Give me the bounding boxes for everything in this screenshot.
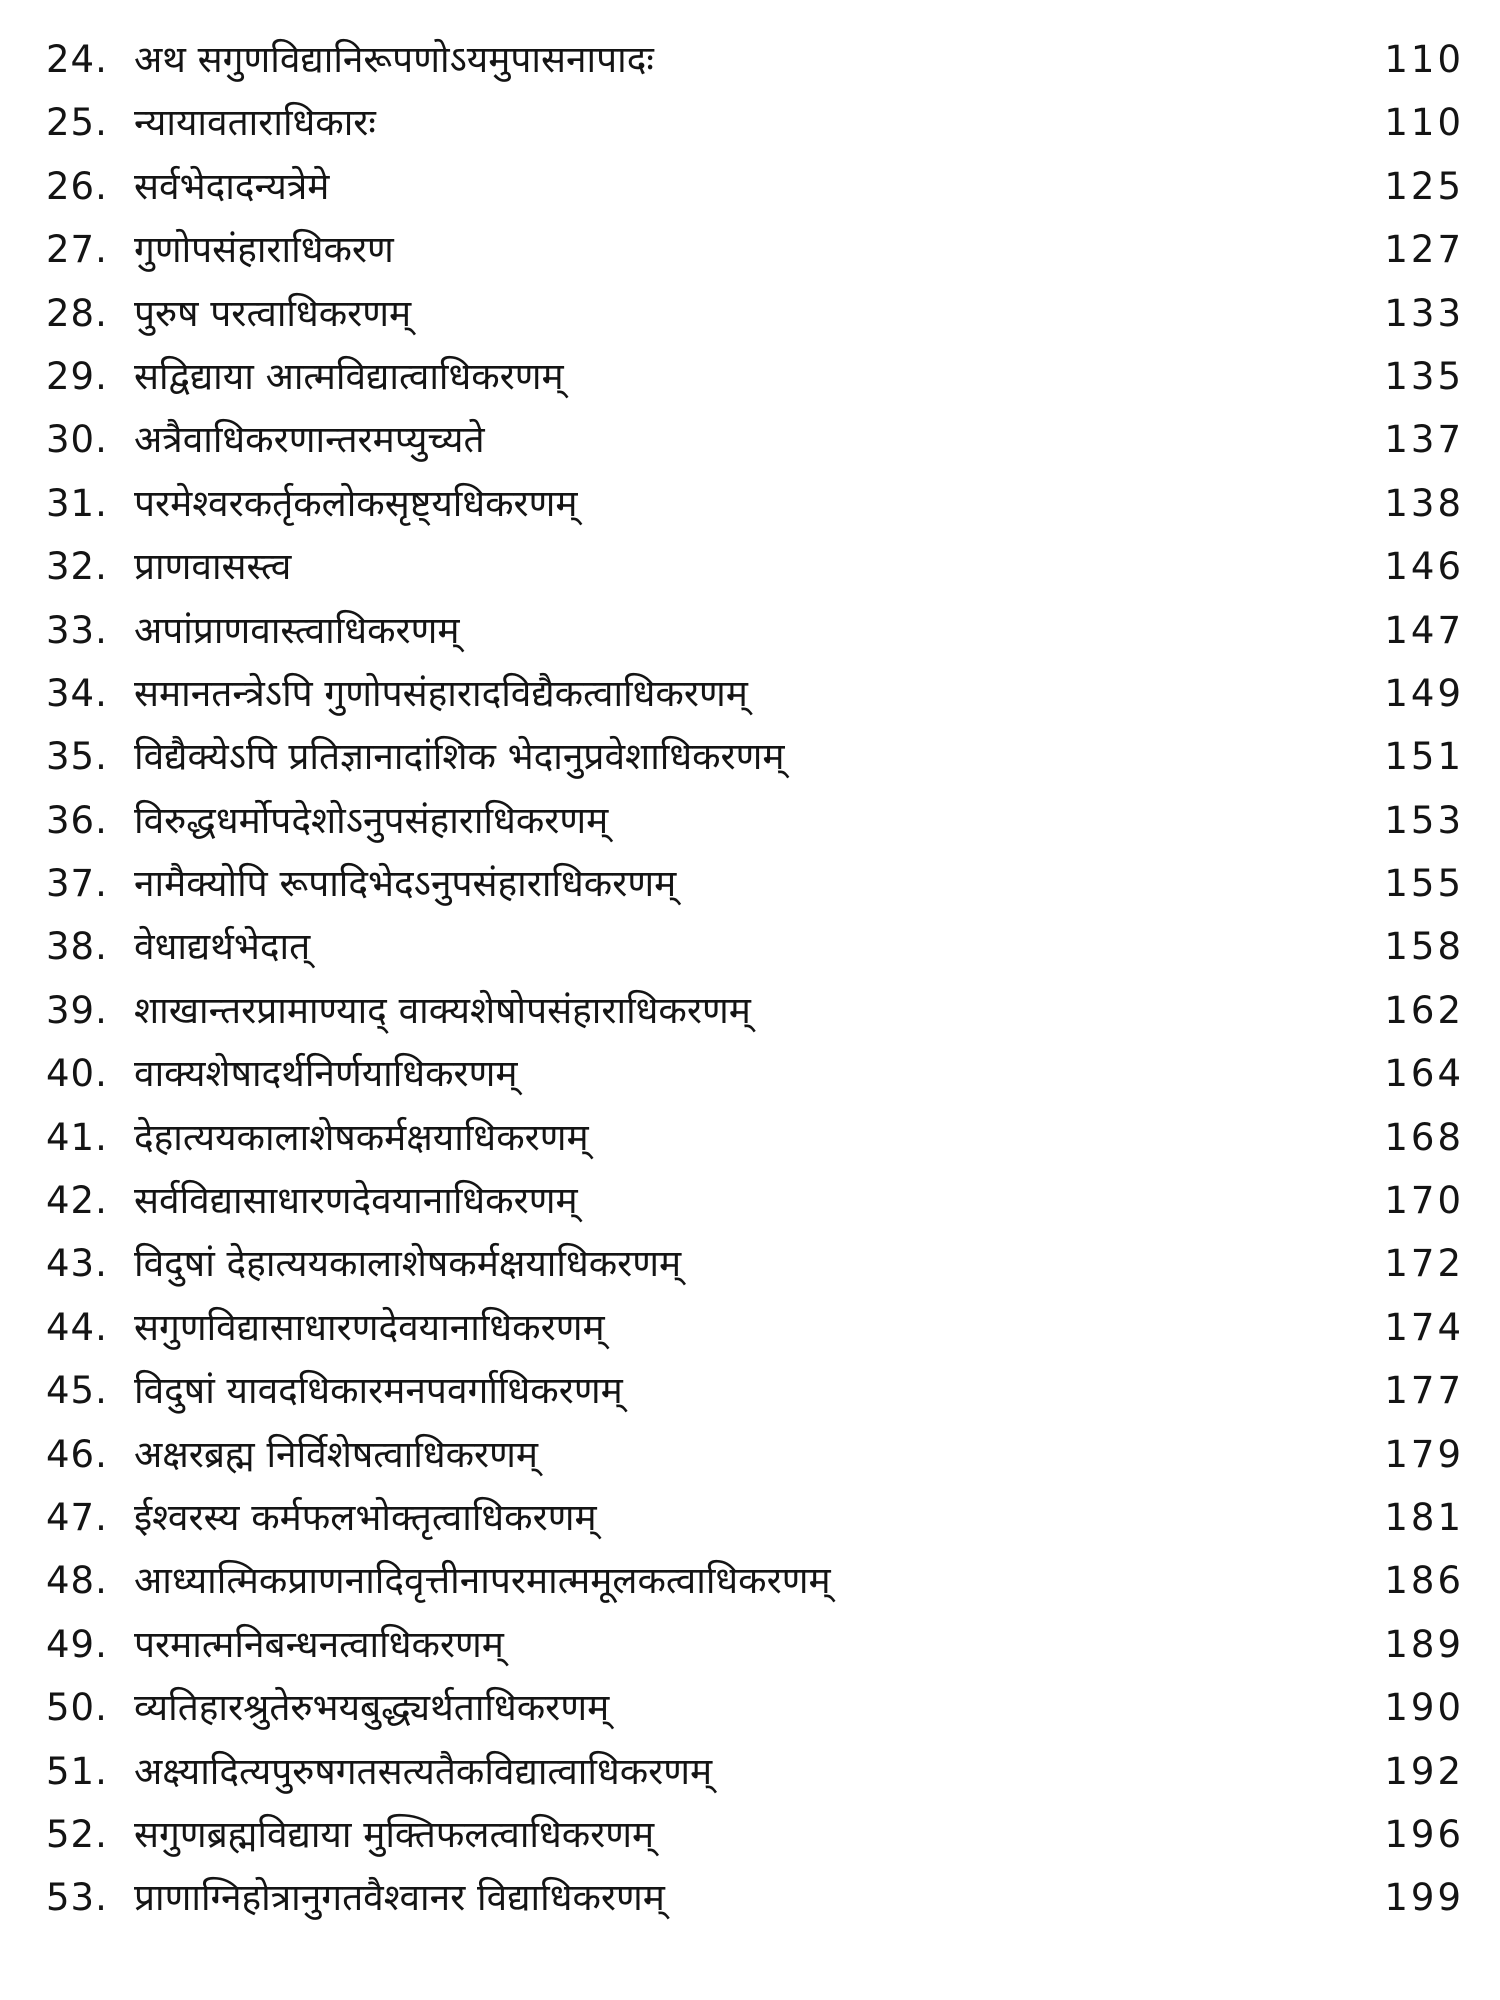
entry-number: 44.: [46, 1305, 108, 1349]
entry-number: 52.: [46, 1812, 108, 1856]
entry-title: ईश्वरस्य कर्मफलभोक्तृत्वाधिकरणम्: [134, 1495, 597, 1539]
entry-number: 34.: [46, 671, 108, 715]
toc-entry: [0, 408, 1500, 471]
entry-title: अथ सगुणविद्यानिरूपणोऽयमुपासनापादः: [134, 38, 654, 81]
entry-page-number: 168: [1384, 1115, 1464, 1159]
entry-page-number: 125: [1384, 164, 1464, 208]
entry-page-number: 164: [1384, 1052, 1464, 1096]
toc-entry: [0, 218, 1500, 281]
entry-page-number: 196: [1384, 1812, 1464, 1856]
entry-page-number: 190: [1384, 1686, 1464, 1730]
entry-number: 40.: [46, 1052, 108, 1096]
entry-title: विदुषां यावदधिकारमनपवर्गाधिकरणम्: [134, 1369, 623, 1413]
entry-page-number: 189: [1384, 1622, 1464, 1666]
entry-title: वाक्यशेषादर्थनिर्णयाधिकरणम्: [134, 1052, 518, 1096]
entry-number: 53.: [46, 1876, 108, 1920]
entry-number: 47.: [46, 1495, 108, 1539]
entry-title: प्राणवासस्त्व: [134, 545, 292, 589]
entry-page-number: 181: [1384, 1495, 1464, 1539]
entry-number: 49.: [46, 1622, 108, 1666]
entry-page-number: 133: [1384, 291, 1464, 335]
toc-entry: [0, 1803, 1500, 1866]
entry-title: विद्यैक्येऽपि प्रतिज्ञानादांशिक भेदानुप्रवेशाधिकरणम्: [134, 735, 785, 779]
entry-number: 35.: [46, 735, 108, 779]
entry-title: विदुषां देहात्ययकालाशेषकर्मक्षयाधिकरणम्: [134, 1242, 682, 1286]
entry-title: अपांप्राणवास्त्वाधिकरणम्: [134, 608, 460, 652]
entry-title: गुणोपसंहाराधिकरण: [134, 228, 394, 272]
entry-number: 50.: [46, 1686, 108, 1730]
entry-number: 51.: [46, 1749, 108, 1793]
toc-entry: [0, 1296, 1500, 1359]
entry-page-number: 137: [1384, 418, 1464, 462]
entry-page-number: 138: [1384, 481, 1464, 525]
entry-number: 29.: [46, 354, 108, 398]
entry-number: 33.: [46, 608, 108, 652]
entry-title: शाखान्तरप्रामाण्याद् वाक्यशेषोपसंहाराधिकरणम्: [134, 988, 751, 1032]
entry-page-number: 177: [1384, 1369, 1464, 1413]
toc-entry: [0, 1423, 1500, 1486]
entry-number: 43.: [46, 1242, 108, 1286]
entry-title: अक्ष्यादित्यपुरुषगतसत्यतैकविद्यात्वाधिकरणम्: [134, 1749, 713, 1793]
toc-entry: [0, 1740, 1500, 1803]
toc-entry: [0, 91, 1500, 154]
entry-title: प्राणाग्निहोत्रानुगतवैश्वानर विद्याधिकरणम्: [134, 1876, 665, 1920]
entry-title: विरुद्धधर्मोपदेशोऽनुपसंहाराधिकरणम्: [134, 798, 609, 842]
toc-entry: [0, 1232, 1500, 1295]
entry-number: 38.: [46, 925, 108, 969]
entry-page-number: 146: [1384, 545, 1464, 589]
entry-number: 25.: [46, 101, 108, 145]
toc-entry: [0, 789, 1500, 852]
entry-page-number: 199: [1384, 1876, 1464, 1920]
entry-page-number: 147: [1384, 608, 1464, 652]
entry-title: सगुणविद्यासाधारणदेवयानाधिकरणम्: [134, 1305, 605, 1349]
entry-title: सर्वभेदादन्यत्रेमे: [134, 164, 330, 208]
entry-page-number: 172: [1384, 1242, 1464, 1286]
entry-page-number: 186: [1384, 1559, 1464, 1603]
entry-number: 31.: [46, 481, 108, 525]
entry-page-number: 127: [1384, 228, 1464, 272]
entry-page-number: 110: [1384, 101, 1464, 145]
entry-number: 48.: [46, 1559, 108, 1603]
entry-page-number: 170: [1384, 1179, 1464, 1223]
entry-number: 27.: [46, 228, 108, 272]
entry-number: 30.: [46, 418, 108, 462]
entry-title: अक्षरब्रह्म निर्विशेषत्वाधिकरणम्: [134, 1432, 538, 1476]
entry-number: 26.: [46, 164, 108, 208]
toc-entry: [0, 979, 1500, 1042]
entry-title: नामैक्योपि रूपादिभेदऽनुपसंहाराधिकरणम्: [134, 862, 677, 906]
toc-entry: [0, 1549, 1500, 1612]
entry-number: 45.: [46, 1369, 108, 1413]
entry-number: 39.: [46, 988, 108, 1032]
toc-entry: [0, 662, 1500, 725]
entry-title: वेधाद्यर्थभेदात्: [134, 925, 311, 969]
entry-page-number: 174: [1384, 1305, 1464, 1349]
entry-number: 46.: [46, 1432, 108, 1476]
entry-number: 32.: [46, 545, 108, 589]
toc-entry: [0, 1486, 1500, 1549]
entry-title: अत्रैवाधिकरणान्तरमप्युच्यते: [134, 418, 485, 462]
entry-page-number: 158: [1384, 925, 1464, 969]
entry-number: 37.: [46, 862, 108, 906]
entry-page-number: 162: [1384, 988, 1464, 1032]
toc-entry: [0, 1042, 1500, 1105]
entry-title: समानतन्त्रेऽपि गुणोपसंहारादविद्यैकत्वाधिकरणम्: [134, 671, 748, 715]
toc-entry: [0, 155, 1500, 218]
entry-number: 24.: [46, 38, 108, 81]
entry-title: न्यायावताराधिकारः: [134, 101, 376, 145]
entry-page-number: 151: [1384, 735, 1464, 779]
entry-title: आध्यात्मिकप्राणनादिवृत्तीनापरमात्ममूलकत्वाधिकरणम्: [134, 1559, 831, 1603]
entry-number: 36.: [46, 798, 108, 842]
toc-entry: [0, 1613, 1500, 1676]
entry-page-number: 110: [1384, 38, 1464, 81]
entry-page-number: 149: [1384, 671, 1464, 715]
entry-page-number: 135: [1384, 354, 1464, 398]
toc-entry: [0, 1866, 1500, 1929]
entry-page-number: 153: [1384, 798, 1464, 842]
toc-entry: [0, 535, 1500, 598]
entry-number: 41.: [46, 1115, 108, 1159]
entry-title: व्यतिहारश्रुतेरुभयबुद्ध्यर्थताधिकरणम्: [134, 1686, 610, 1730]
entry-title: परमात्मनिबन्धनत्वाधिकरणम्: [134, 1622, 504, 1666]
toc-entry: [0, 1169, 1500, 1232]
toc-entry: [0, 28, 1500, 91]
entry-title: पुरुष परत्वाधिकरणम्: [134, 291, 412, 335]
entry-page-number: 155: [1384, 862, 1464, 906]
entry-title: देहात्ययकालाशेषकर्मक्षयाधिकरणम्: [134, 1115, 589, 1159]
entry-number: 28.: [46, 291, 108, 335]
table-of-contents: [0, 28, 1500, 1930]
toc-entry: [0, 915, 1500, 978]
toc-entry: [0, 472, 1500, 535]
entry-title: सद्विद्याया आत्मविद्यात्वाधिकरणम्: [134, 354, 564, 398]
entry-page-number: 179: [1384, 1432, 1464, 1476]
toc-entry: [0, 1359, 1500, 1422]
toc-entry: [0, 725, 1500, 788]
entry-page-number: 192: [1384, 1749, 1464, 1793]
toc-entry: [0, 599, 1500, 662]
toc-entry: [0, 1676, 1500, 1739]
toc-entry: [0, 345, 1500, 408]
entry-title: सगुणब्रह्मविद्याया मुक्तिफलत्वाधिकरणम्: [134, 1812, 655, 1856]
entry-title: सर्वविद्यासाधारणदेवयानाधिकरणम्: [134, 1179, 578, 1223]
toc-entry: [0, 1106, 1500, 1169]
toc-entry: [0, 282, 1500, 345]
toc-entry: [0, 852, 1500, 915]
entry-title: परमेश्वरकर्तृकलोकसृष्ट्यधिकरणम्: [134, 481, 578, 525]
entry-number: 42.: [46, 1179, 108, 1223]
